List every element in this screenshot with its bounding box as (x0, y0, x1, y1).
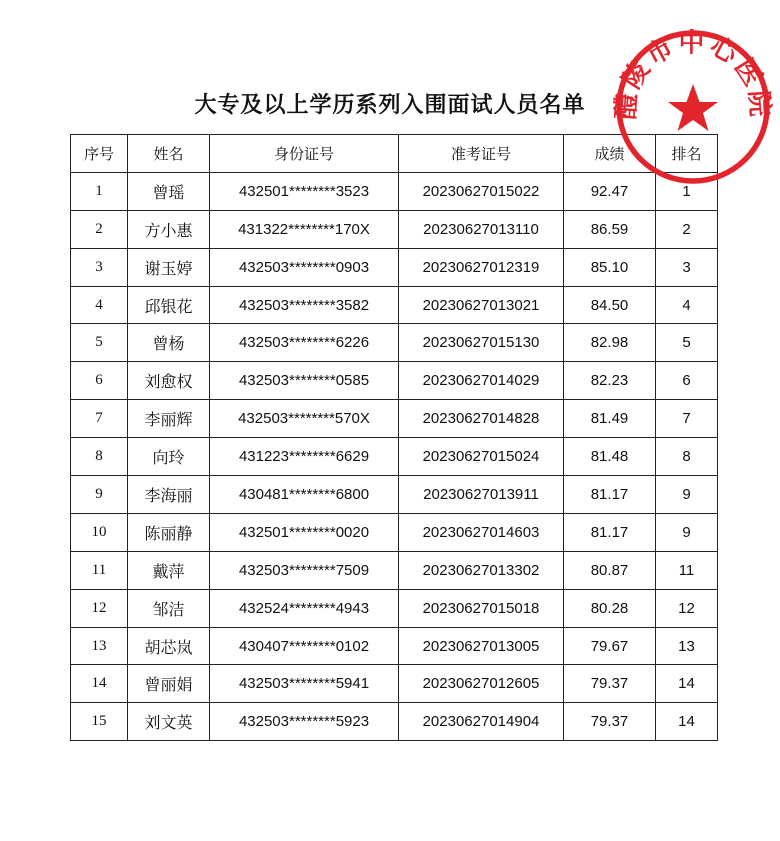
row-index: 3 (71, 248, 128, 286)
row-id-number: 432524********4943 (210, 589, 399, 627)
row-name: 胡芯岚 (128, 627, 210, 665)
table-row (71, 551, 718, 589)
table-row (71, 362, 718, 400)
row-rank: 13 (656, 627, 718, 665)
table-row (71, 286, 718, 324)
row-id-number: 432503********0903 (210, 248, 399, 286)
row-id-number: 432501********3523 (210, 172, 399, 210)
row-id-number: 432503********6226 (210, 324, 399, 362)
row-exam-number: 20230627015024 (399, 438, 564, 476)
row-id-number: 432503********7509 (210, 551, 399, 589)
row-name: 戴萍 (128, 551, 210, 589)
row-name: 曾瑶 (128, 172, 210, 210)
row-rank: 7 (656, 400, 718, 438)
row-name: 刘愈权 (128, 362, 210, 400)
row-exam-number: 20230627014904 (399, 703, 564, 741)
row-rank: 14 (656, 703, 718, 741)
row-name: 邱银花 (128, 286, 210, 324)
row-name: 谢玉婷 (128, 248, 210, 286)
page-title: 大专及以上学历系列入围面试人员名单 (194, 93, 586, 118)
row-index: 4 (71, 286, 128, 324)
row-id-number: 430407********0102 (210, 627, 399, 665)
row-name: 李海丽 (128, 476, 210, 514)
row-name: 曾杨 (128, 324, 210, 362)
row-id-number: 431322********170X (210, 210, 399, 248)
row-exam-number: 20230627015130 (399, 324, 564, 362)
official-seal (608, 22, 778, 192)
row-name: 曾丽娟 (128, 665, 210, 703)
row-index: 15 (71, 703, 128, 741)
row-index: 1 (71, 172, 128, 210)
row-index: 2 (71, 210, 128, 248)
row-exam-number: 20230627014029 (399, 362, 564, 400)
header-id-number: 身份证号 (210, 135, 399, 173)
row-score: 80.28 (564, 589, 656, 627)
row-id-number: 432503********5941 (210, 665, 399, 703)
row-exam-number: 20230627013110 (399, 210, 564, 248)
row-name: 邹洁 (128, 589, 210, 627)
table-row (71, 438, 718, 476)
row-name: 向玲 (128, 438, 210, 476)
row-rank: 8 (656, 438, 718, 476)
row-index: 10 (71, 513, 128, 551)
row-index: 6 (71, 362, 128, 400)
row-name: 陈丽静 (128, 513, 210, 551)
row-score: 92.47 (564, 172, 656, 210)
table-row (71, 210, 718, 248)
header-exam-number: 准考证号 (399, 135, 564, 173)
row-rank: 11 (656, 551, 718, 589)
row-exam-number: 20230627014828 (399, 400, 564, 438)
row-index: 11 (71, 551, 128, 589)
row-score: 81.17 (564, 476, 656, 514)
row-exam-number: 20230627015022 (399, 172, 564, 210)
row-name: 李丽辉 (128, 400, 210, 438)
row-score: 81.17 (564, 513, 656, 551)
table-row (71, 703, 718, 741)
row-id-number: 432503********5923 (210, 703, 399, 741)
header-rank: 排名 (656, 135, 718, 173)
row-score: 86.59 (564, 210, 656, 248)
row-score: 82.23 (564, 362, 656, 400)
header-score: 成绩 (564, 135, 656, 173)
row-rank: 9 (656, 513, 718, 551)
row-exam-number: 20230627012319 (399, 248, 564, 286)
row-score: 85.10 (564, 248, 656, 286)
row-rank: 14 (656, 665, 718, 703)
row-rank: 1 (656, 172, 718, 210)
row-score: 81.48 (564, 438, 656, 476)
row-exam-number: 20230627013302 (399, 551, 564, 589)
row-index: 8 (71, 438, 128, 476)
row-score: 79.37 (564, 703, 656, 741)
row-name: 刘文英 (128, 703, 210, 741)
row-rank: 3 (656, 248, 718, 286)
table-row (71, 589, 718, 627)
row-rank: 6 (656, 362, 718, 400)
table-body (71, 172, 718, 740)
row-score: 82.98 (564, 324, 656, 362)
table-row (71, 248, 718, 286)
row-score: 84.50 (564, 286, 656, 324)
row-id-number: 432503********3582 (210, 286, 399, 324)
row-exam-number: 20230627015018 (399, 589, 564, 627)
row-id-number: 430481********6800 (210, 476, 399, 514)
row-score: 81.49 (564, 400, 656, 438)
seal-star-icon (668, 84, 718, 131)
header-name: 姓名 (128, 135, 210, 173)
row-name: 方小惠 (128, 210, 210, 248)
row-exam-number: 20230627014603 (399, 513, 564, 551)
row-score: 80.87 (564, 551, 656, 589)
header-index: 序号 (71, 135, 128, 173)
row-index: 7 (71, 400, 128, 438)
table-row (71, 665, 718, 703)
row-exam-number: 20230627013005 (399, 627, 564, 665)
table-row (71, 400, 718, 438)
row-index: 14 (71, 665, 128, 703)
table-row (71, 627, 718, 665)
row-exam-number: 20230627012605 (399, 665, 564, 703)
row-index: 5 (71, 324, 128, 362)
row-index: 9 (71, 476, 128, 514)
row-rank: 4 (656, 286, 718, 324)
row-rank: 12 (656, 589, 718, 627)
row-rank: 9 (656, 476, 718, 514)
seal-text: 醴陵市中心医院 (611, 28, 775, 121)
row-exam-number: 20230627013911 (399, 476, 564, 514)
row-score: 79.67 (564, 627, 656, 665)
row-exam-number: 20230627013021 (399, 286, 564, 324)
row-id-number: 432503********0585 (210, 362, 399, 400)
candidate-table (70, 134, 718, 741)
row-score: 79.37 (564, 665, 656, 703)
row-index: 12 (71, 589, 128, 627)
table-row (71, 324, 718, 362)
row-rank: 2 (656, 210, 718, 248)
row-index: 13 (71, 627, 128, 665)
table-row (71, 513, 718, 551)
row-id-number: 432503********570X (210, 400, 399, 438)
row-id-number: 431223********6629 (210, 438, 399, 476)
table-row (71, 476, 718, 514)
row-id-number: 432501********0020 (210, 513, 399, 551)
row-rank: 5 (656, 324, 718, 362)
